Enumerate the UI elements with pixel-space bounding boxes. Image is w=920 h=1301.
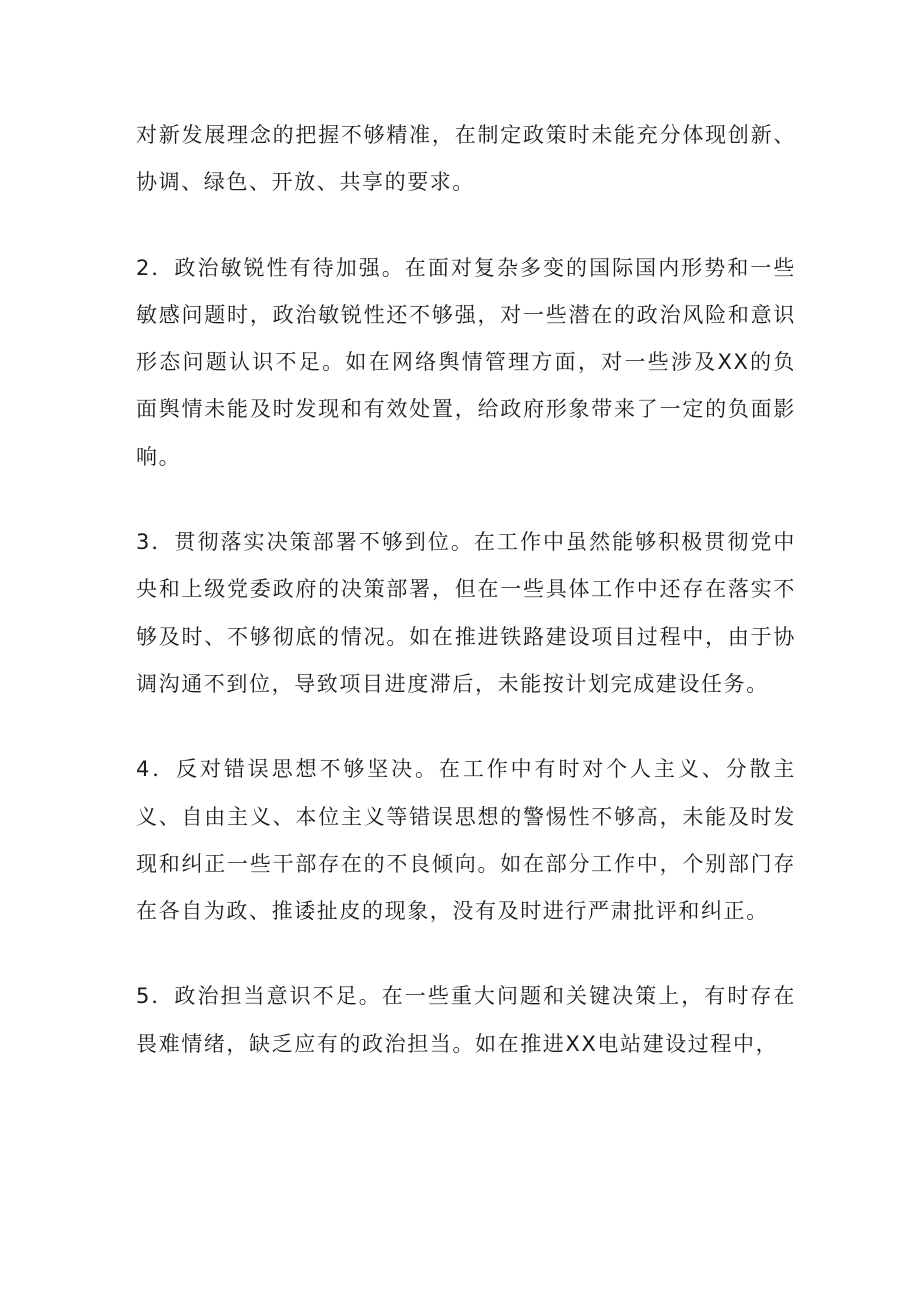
paragraph-4: 4．反对错误思想不够坚决。在工作中有时对个人主义、分散主义、自由主义、本位主义等错误思想的警惕性不够高，未能及时发现和纠正一些干部存在的不良倾向。如在部分工作中，个别部门存在各自为政、推诿扯皮的现象，没有及时进行严肃批评和纠正。 bbox=[136, 757, 796, 924]
paragraph-2: 2．政治敏锐性有待加强。在面对复杂多变的国际国内形势和一些敏感问题时，政治敏锐性还不够强，对一些潜在的政治风险和意识形态问题认识不足。如在网络舆情管理方面，对一些涉及XX的负面舆情未能及时发现和有效处置，给政府形象带来了一定的负面影响。 bbox=[136, 255, 796, 469]
paragraph-1: 对新发展理念的把握不够精准，在制定政策时未能充分体现创新、协调、绿色、开放、共享的要求。 bbox=[136, 123, 796, 195]
paragraph-3: 3．贯彻落实决策部署不够到位。在工作中虽然能够积极贯彻党中央和上级党委政府的决策部署，但在一些具体工作中还存在落实不够及时、不够彻底的情况。如在推进铁路建设项目过程中，由于协调沟通不到位，导致项目进度滞后，未能按计划完成建设任务。 bbox=[136, 530, 796, 696]
paragraph-5: 5．政治担当意识不足。在一些重大问题和关键决策上，有时存在畏难情绪，缺乏应有的政治担当。如在推进XX电站建设过程中， bbox=[136, 984, 796, 1056]
document-body bbox=[136, 112, 796, 1068]
